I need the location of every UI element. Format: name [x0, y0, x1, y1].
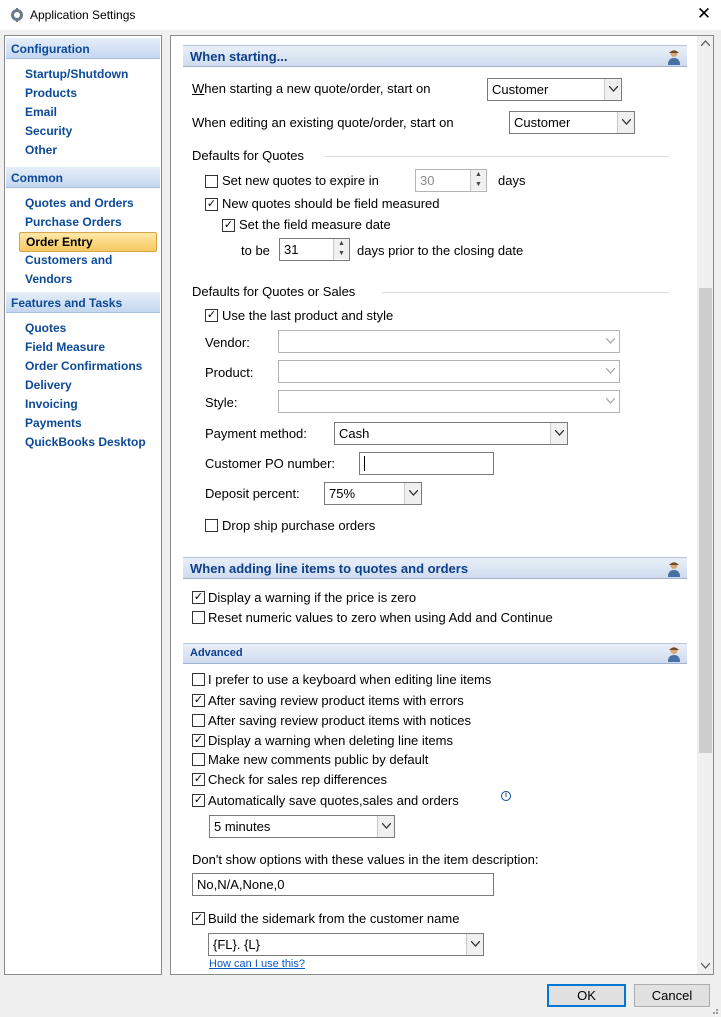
section-header-advanced — [183, 643, 687, 664]
section-title: When starting... — [190, 49, 288, 64]
sidebar-item-quotes[interactable]: Quotes — [25, 321, 67, 335]
expire-checkbox[interactable] — [205, 175, 218, 188]
chevron-down-icon — [602, 361, 619, 382]
section-title: Advanced — [190, 647, 243, 659]
product-select[interactable] — [278, 360, 620, 383]
drop-ship-label: Drop ship purchase orders — [222, 518, 376, 533]
text-cursor — [364, 456, 365, 471]
sidemark-format-select[interactable]: {FL}. {L} — [208, 933, 484, 956]
expire-days-spinner[interactable]: 30 ▲ ▼ — [415, 169, 487, 192]
sidebar-item-email[interactable]: Email — [25, 105, 58, 119]
divider — [382, 292, 669, 293]
gear-icon — [10, 8, 24, 22]
measure-date-checkbox[interactable]: ✓ — [223, 219, 234, 231]
chevron-down-icon — [604, 79, 621, 100]
autosave-label: Automatically save quotes,sales and orders — [208, 793, 459, 808]
deposit-percent-select[interactable]: 75% — [324, 482, 422, 505]
reset-numeric-label: Reset numeric values to zero when using Add and Continue — [208, 610, 553, 625]
customer-po-input[interactable] — [359, 452, 494, 475]
sales-rep-label: Check for sales rep differences — [208, 772, 387, 787]
section-header-when-starting — [183, 45, 687, 67]
sidebar-item-customers-and-vendors[interactable] — [25, 251, 112, 289]
title-bar — [0, 0, 721, 30]
sidebar-header-configuration: Configuration — [6, 38, 160, 59]
sidebar-item-security[interactable]: Security — [25, 124, 73, 138]
resize-grip-icon[interactable] — [707, 1005, 719, 1015]
sidebar-item-payments[interactable]: Payments — [25, 416, 82, 430]
section-header-line-items — [183, 557, 687, 579]
section-title: When adding line items to quotes and orders — [190, 561, 469, 576]
spin-down-icon[interactable]: ▼ — [334, 249, 349, 259]
start-new-quote-select[interactable]: Customer — [487, 78, 622, 101]
chevron-down-icon — [377, 816, 394, 837]
user-icon[interactable] — [667, 561, 681, 577]
review-notices-label: After saving review product items with notices — [208, 713, 471, 728]
sidebar-item-order-entry[interactable] — [19, 232, 157, 252]
hide-values-label: Don't show options with these values in the item description: — [192, 852, 539, 867]
edit-existing-quote-label: When editing an existing quote/order, start on — [192, 115, 454, 130]
start-new-quote-label: When starting a new quote/order, start on — [192, 81, 431, 96]
group-label-defaults-sales: Defaults for Quotes or Sales — [192, 284, 356, 299]
ok-button[interactable]: OK — [547, 984, 626, 1007]
last-product-label: Use the last product and style — [222, 308, 394, 323]
review-errors-label: After saving review product items with errors — [208, 693, 464, 708]
sidebar-item-order-confirmations[interactable]: Order Confirmations — [25, 359, 143, 373]
keyboard-editing-label: I prefer to use a keyboard when editing line items — [208, 672, 492, 687]
vendor-select[interactable] — [278, 330, 620, 353]
field-measured-label: New quotes should be field measured — [222, 196, 440, 211]
chevron-down-icon — [617, 112, 634, 133]
sidebar — [4, 35, 162, 975]
expire-label: Set new quotes to expire in — [222, 173, 379, 188]
help-link[interactable]: How can I use this? — [209, 958, 305, 970]
cancel-button[interactable]: Cancel — [634, 984, 710, 1007]
chevron-down-icon — [550, 423, 567, 444]
measure-date-label: Set the field measure date — [239, 217, 391, 232]
warn-price-zero-checkbox[interactable]: ✓ — [193, 591, 204, 603]
user-icon[interactable] — [667, 49, 681, 65]
review-errors-checkbox[interactable]: ✓ — [193, 694, 204, 706]
sidebar-item-quotes-and-orders[interactable]: Quotes and Orders — [25, 196, 134, 210]
chevron-down-icon — [602, 331, 619, 352]
comments-public-label: Make new comments public by default — [208, 752, 429, 767]
sidebar-item-invoicing[interactable]: Invoicing — [25, 397, 78, 411]
spin-up-icon[interactable]: ▲ — [471, 170, 486, 180]
payment-method-label: Payment method: — [205, 426, 307, 441]
divider — [325, 156, 669, 157]
warn-price-zero-label: Display a warning if the price is zero — [208, 590, 417, 605]
autosave-interval-select[interactable]: 5 minutes — [209, 815, 395, 838]
spin-down-icon[interactable]: ▼ — [471, 180, 486, 190]
window-title: Application Settings — [30, 8, 136, 22]
expire-days-label: days — [498, 173, 526, 188]
sidebar-item-delivery[interactable]: Delivery — [25, 378, 72, 392]
scroll-down-icon[interactable] — [701, 963, 710, 969]
comments-public-checkbox[interactable] — [192, 753, 205, 766]
style-select[interactable] — [278, 390, 620, 413]
sidebar-item-other[interactable]: Other — [25, 143, 58, 157]
sidebar-item-label: Order Entry — [26, 235, 93, 249]
sidebar-item-label-line2: Vendors — [25, 272, 73, 286]
scroll-up-icon[interactable] — [701, 40, 710, 46]
sales-rep-checkbox[interactable]: ✓ — [193, 773, 204, 785]
vendor-label: Vendor: — [205, 335, 250, 350]
edit-existing-quote-select[interactable]: Customer — [509, 111, 635, 134]
field-measured-checkbox[interactable]: ✓ — [206, 198, 217, 210]
user-icon[interactable] — [667, 646, 681, 662]
prior-days-label: days prior to the closing date — [357, 243, 524, 258]
sidebar-item-products[interactable]: Products — [25, 86, 78, 100]
settings-panel — [170, 35, 714, 975]
chevron-down-icon — [602, 391, 619, 412]
review-notices-checkbox[interactable] — [192, 714, 205, 727]
warn-delete-label: Display a warning when deleting line items — [208, 733, 453, 748]
to-be-label: to be — [241, 243, 270, 258]
drop-ship-checkbox[interactable] — [205, 519, 218, 532]
chevron-down-icon — [404, 483, 421, 504]
hide-values-input[interactable]: No,N/A,None,0 — [192, 873, 494, 896]
prior-days-spinner[interactable]: 31 ▲ ▼ — [279, 238, 350, 261]
last-product-checkbox[interactable]: ✓ — [206, 309, 217, 321]
style-label: Style: — [205, 395, 238, 410]
spin-up-icon[interactable]: ▲ — [334, 239, 349, 249]
group-label-defaults-quotes: Defaults for Quotes — [192, 148, 304, 163]
reset-numeric-checkbox[interactable] — [192, 611, 205, 624]
keyboard-editing-checkbox[interactable] — [192, 673, 205, 686]
payment-method-select[interactable]: Cash — [334, 422, 568, 445]
sidebar-item-purchase-orders[interactable]: Purchase Orders — [25, 215, 122, 229]
sidebar-item-startup-shutdown[interactable]: Startup/Shutdown — [25, 67, 129, 81]
scroll-thumb[interactable] — [699, 288, 712, 753]
autosave-checkbox[interactable]: ✓ — [193, 794, 204, 806]
customer-po-label: Customer PO number: — [205, 456, 336, 471]
sidebar-item-field-measure[interactable]: Field Measure — [25, 340, 106, 354]
sidebar-header-common: Common — [6, 167, 160, 188]
sidebar-item-label-line1: Customers and — [25, 253, 113, 267]
product-label: Product: — [205, 365, 254, 380]
deposit-percent-label: Deposit percent: — [205, 486, 300, 501]
info-icon[interactable]: i — [501, 791, 511, 801]
sidebar-header-features-and-tasks: Features and Tasks — [6, 292, 160, 313]
sidebar-item-quickbooks-desktop[interactable]: QuickBooks Desktop — [25, 435, 146, 449]
sidemark-checkbox[interactable]: ✓ — [193, 912, 204, 924]
close-icon[interactable]: ✕ — [696, 4, 712, 23]
sidemark-label: Build the sidemark from the customer name — [208, 911, 460, 926]
chevron-down-icon — [466, 934, 483, 955]
warn-delete-checkbox[interactable]: ✓ — [193, 734, 204, 746]
